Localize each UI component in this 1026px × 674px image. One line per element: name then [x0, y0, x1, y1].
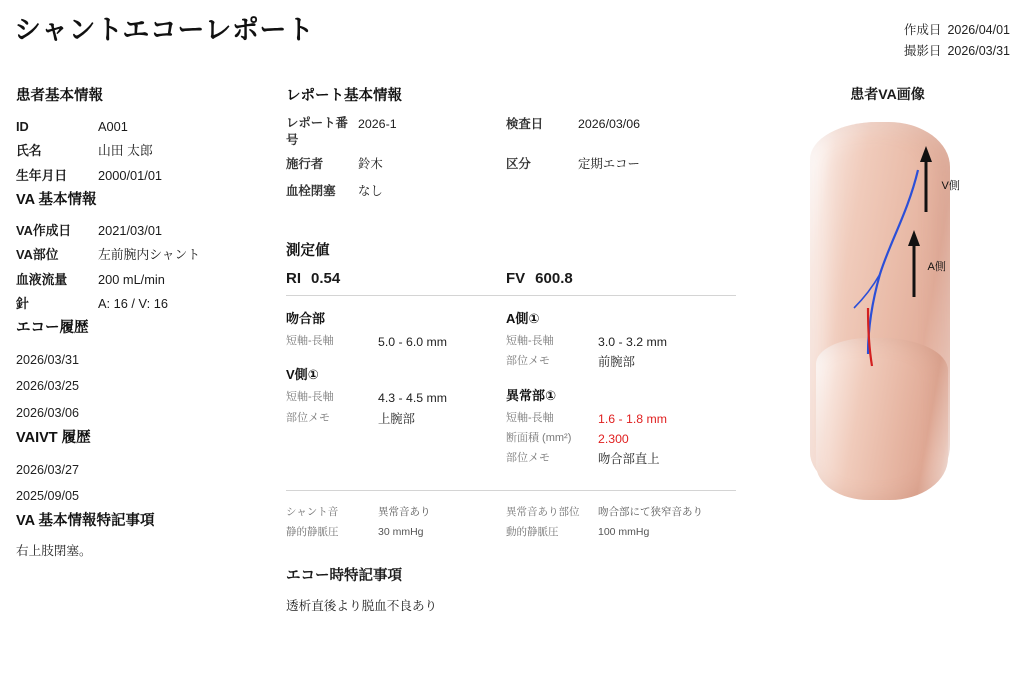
thrombosis-label: 血栓閉塞: [286, 184, 336, 199]
dynamic-pressure-value: 100 mmHg: [598, 525, 650, 538]
va-site-label: VA部位: [16, 247, 59, 263]
exam-date-value: 2026/03/06: [578, 117, 641, 131]
sound-pressure-right: [506, 503, 726, 543]
sound-pressure-table: [286, 503, 736, 543]
static-pressure-value: 30 mmHg: [378, 525, 424, 538]
measurement-row: [286, 388, 506, 408]
area-value-alert: 2.300: [598, 432, 629, 446]
divider: [286, 490, 736, 491]
echo-notes-text: 透析直後より脱血不良あり: [286, 599, 438, 614]
fv-metric: [506, 270, 573, 287]
measurement-column-left: [286, 308, 506, 481]
left-column: [16, 84, 266, 563]
abnormal-sound-site-value: 吻合部にて狭窄音あり: [598, 505, 703, 518]
fv-label: FV: [506, 270, 526, 288]
site-memo-label: 部位メモ: [506, 355, 550, 368]
axis-label: 短軸-長軸: [506, 335, 554, 348]
patient-info-title: 患者基本情報: [16, 88, 103, 104]
site-memo-value: 吻合部直上: [598, 452, 660, 467]
va-image[interactable]: [768, 122, 1008, 497]
patient-name-label: 氏名: [16, 143, 42, 159]
shunt-sound-label: シャント音: [286, 505, 339, 518]
patient-birthdate-value: 2000/01/01: [98, 167, 163, 183]
report-info-title: レポート基本情報: [286, 88, 402, 104]
patient-id-value: A001: [98, 119, 128, 134]
created-date-label: 作成日: [903, 23, 942, 37]
created-date-row: [904, 20, 1010, 41]
list-item[interactable]: 2026/03/06: [16, 405, 80, 420]
measurement-row: [506, 429, 726, 449]
exam-date-row: [506, 115, 736, 135]
va-site-value: 左前腕内シャント: [98, 247, 201, 263]
axis-value: 3.0 - 3.2 mm: [598, 335, 668, 350]
blood-flow-value: 200 mL/min: [98, 271, 165, 287]
site-memo-value: 前腕部: [598, 355, 635, 370]
measurement-columns: [286, 308, 736, 481]
va-info-title: VA 基本情報: [16, 191, 97, 208]
needle-value: A: 16 / V: 16: [98, 295, 168, 311]
right-column: [760, 84, 1015, 497]
measurement-row: [286, 332, 506, 352]
patient-info-row: [16, 115, 266, 139]
patient-name-value: 山田 太郎: [98, 143, 153, 159]
report-number-row: [286, 115, 506, 148]
a-side-title: A側①: [506, 311, 540, 327]
echo-notes-title: エコー時特記事項: [286, 568, 402, 585]
measurement-column-right: [506, 308, 726, 481]
measurement-row: [286, 409, 506, 429]
vessel-overlay: [768, 122, 1008, 497]
va-created-value: 2021/03/01: [98, 222, 163, 238]
patient-birthdate-label: 生年月日: [16, 167, 68, 183]
middle-column: [286, 84, 736, 618]
report-number-label: レポート番号: [286, 116, 348, 147]
ri-value: 0.54: [311, 270, 341, 288]
va-info-row: [16, 219, 266, 243]
sound-pressure-left: [286, 503, 506, 543]
list-item[interactable]: 2026/03/25: [16, 379, 80, 394]
static-pressure-label: 静的静脈圧: [286, 525, 339, 538]
measurement-row: [506, 409, 726, 429]
list-item[interactable]: 2026/03/27: [16, 462, 80, 477]
abnormal-title: 異常部①: [506, 387, 557, 403]
patient-info-row: [16, 164, 266, 188]
divider: [286, 295, 736, 296]
va-notes-title: VA 基本情報特記事項: [16, 513, 155, 530]
va-info-row: [16, 243, 266, 267]
report-info-right: [506, 115, 736, 209]
operator-row: [286, 155, 506, 175]
axis-label: 短軸-長軸: [286, 391, 334, 404]
list-item[interactable]: 2025/09/05: [16, 488, 80, 503]
v-side-title: V側①: [286, 367, 319, 383]
axis-label: 短軸-長軸: [506, 411, 554, 424]
shunt-sound-value: 異常音あり: [378, 505, 431, 518]
measurement-row: [506, 449, 726, 469]
echo-history-title: エコー履歴: [16, 320, 89, 337]
ri-metric: [286, 270, 506, 287]
axis-value: 4.3 - 4.5 mm: [378, 391, 448, 406]
operator-label: 施行者: [286, 157, 324, 172]
table-row: [286, 523, 506, 543]
header-dates: [904, 20, 1010, 61]
table-row: [506, 523, 726, 543]
report-info-left: [286, 115, 506, 209]
label-v-side: V側: [941, 180, 960, 192]
category-row: [506, 155, 736, 175]
va-info-row: [16, 292, 266, 316]
site-memo-label: 部位メモ: [506, 452, 550, 465]
page-title: シャントエコーレポート: [14, 15, 315, 45]
report-number-value: 2026-1: [358, 117, 397, 131]
report-info-grid: [286, 115, 736, 209]
measurement-row: [506, 332, 726, 352]
abnormal-sound-site-label: 異常音あり部位: [506, 505, 580, 518]
category-value: 定期エコー: [578, 156, 640, 171]
patient-info-row: [16, 139, 266, 163]
vein-path: [868, 170, 918, 354]
axis-value: 5.0 - 6.0 mm: [378, 335, 448, 350]
table-row: [506, 503, 726, 523]
arrow-v-icon: [920, 146, 932, 212]
measurement-block-a-side: [506, 308, 726, 373]
list-item[interactable]: 2026/03/31: [16, 353, 80, 368]
operator-value: 鈴木: [358, 157, 383, 172]
va-info-row: [16, 268, 266, 292]
table-row: [286, 503, 506, 523]
ri-label: RI: [286, 270, 301, 288]
measurement-block-anastomosis: [286, 308, 506, 352]
label-a-side: A側: [927, 261, 946, 273]
needle-label: 針: [16, 295, 29, 311]
va-created-label: VA作成日: [16, 222, 72, 238]
va-notes-text: 右上肢閉塞。: [16, 544, 92, 559]
thrombosis-row: [286, 182, 506, 202]
anastomosis-title: 吻合部: [286, 311, 326, 327]
arrow-a-icon: [908, 230, 920, 297]
axis-value-alert: 1.6 - 1.8 mm: [598, 411, 668, 426]
axis-label: 短軸-長軸: [286, 335, 334, 348]
fv-value: 600.8: [535, 270, 573, 288]
patient-id-label: ID: [16, 119, 29, 134]
dynamic-pressure-label: 動的静脈圧: [506, 525, 559, 538]
measurement-block-v-side: [286, 364, 506, 429]
area-label: 断面積 (mm²): [506, 432, 572, 444]
exam-date-label: 検査日: [506, 117, 544, 131]
measurements-title: 測定値: [286, 243, 330, 260]
scan-date-label: 撮影日: [903, 43, 942, 58]
measurements-summary: [286, 270, 736, 287]
scan-date-row: [904, 41, 1010, 62]
category-label: 区分: [506, 156, 531, 171]
blood-flow-label: 血液流量: [16, 271, 68, 287]
measurement-block-abnormal: [506, 385, 726, 470]
site-memo-label: 部位メモ: [286, 411, 330, 424]
scan-date-value: 2026/03/31: [947, 43, 1010, 58]
va-image-title: 患者VA画像: [850, 86, 925, 102]
site-memo-value: 上腕部: [378, 411, 415, 426]
measurement-row: [506, 352, 726, 372]
created-date-value: 2026/04/01: [947, 23, 1010, 37]
vaivt-history-title: VAIVT 履歴: [16, 429, 91, 446]
thrombosis-value: なし: [358, 184, 383, 199]
